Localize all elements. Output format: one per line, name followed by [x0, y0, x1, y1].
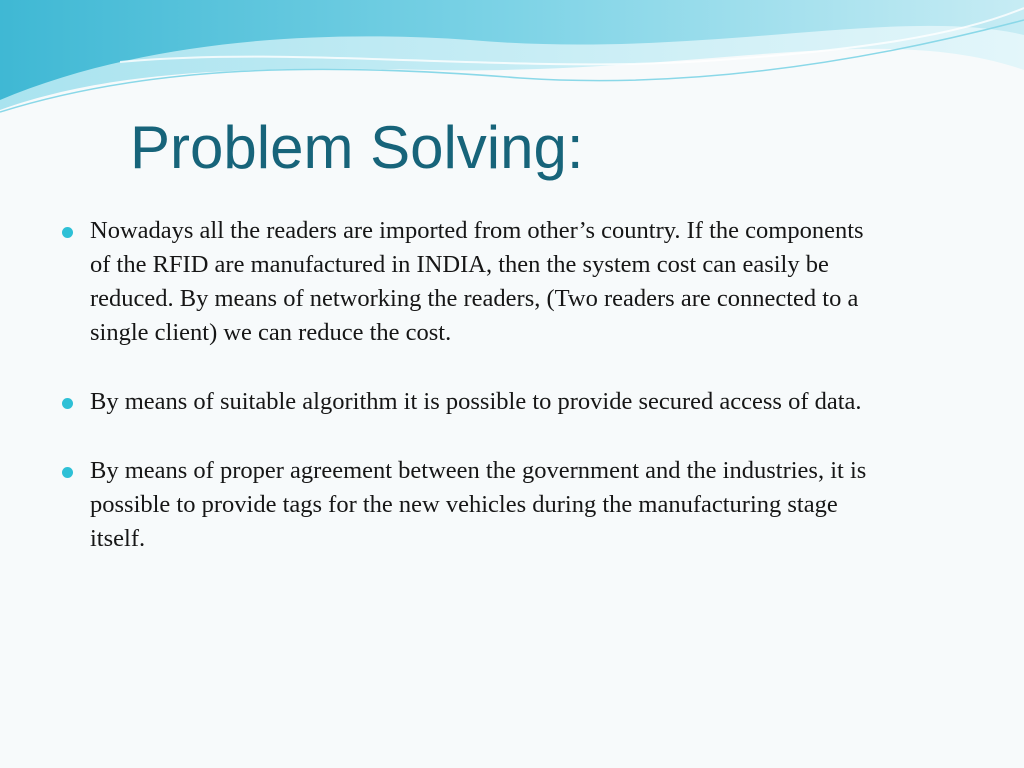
bullet-item [62, 385, 882, 419]
bullet-text: Nowadays all the readers are imported from other’s country. If the components of the RFID are manufactured in INDIA, then the system cost can easily be reduced. By means of networking the readers, (Two readers are connected to a single client) we can reduce the cost. [90, 217, 864, 346]
bullet-item [62, 214, 882, 350]
bullet-list [62, 214, 882, 591]
bullet-text: By means of suitable algorithm it is possible to provide secured access of data. [90, 388, 862, 415]
slide-title: Problem Solving: [130, 114, 584, 181]
bullet-item [62, 454, 882, 556]
bullet-dot-icon [62, 227, 73, 238]
bullet-text: By means of proper agreement between the government and the industries, it is possible to provide tags for the new vehicles during the manufacturing stage itself. [90, 457, 867, 552]
bullet-dot-icon [62, 398, 73, 409]
bullet-dot-icon [62, 467, 73, 478]
